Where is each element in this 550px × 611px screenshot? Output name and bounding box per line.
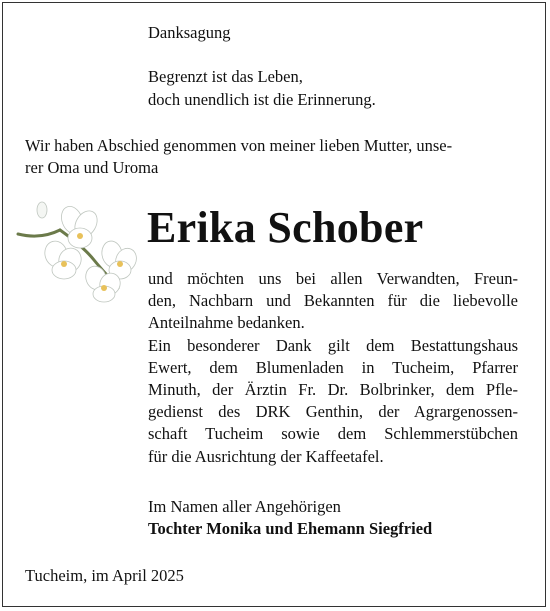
thanks-line: Anteilnahme bedanken. [148,313,305,333]
thanks-line: für die Ausrichtung der Kaffeetafel. [148,446,384,466]
thanks-line: Ein besonderer Dank gilt dem Bestattungshaus [148,335,518,355]
signature-line-1: Im Namen aller Angehörigen [148,497,341,516]
thanks-line: schaft Tucheim sowie dem Schlemmerstübchen [148,424,518,444]
notice-heading: Danksagung [148,23,231,42]
thanks-line: gedienst des DRK Genthin, der Agrargenossen- [148,402,518,422]
thanks-line: Ewert, dem Blumenladen in Tucheim, Pfarrer [148,357,518,377]
thanks-line: den, Nachbarn und Bekannten für die liebevolle [148,291,518,311]
quote-line-2: doch unendlich ist die Erinnerung. [148,90,376,109]
thanks-text [148,268,518,468]
orchid-icon [14,198,144,308]
intro-line-1: Wir haben Abschied genommen von meiner lieben Mutter, unse- [25,136,453,155]
deceased-name: Erika Schober [147,203,424,252]
place-date: Tucheim, im April 2025 [25,566,184,585]
thanks-line: und möchten uns bei allen Verwandten, Freun- [148,269,518,288]
thanks-line: Minuth, der Ärztin Fr. Dr. Bolbrinker, dem Pfle- [148,380,518,400]
intro-line-2: rer Oma und Uroma [25,158,159,177]
signature-line-2: Tochter Monika und Ehemann Siegfried [148,519,433,538]
quote-line-1: Begrenzt ist das Leben, [148,67,303,86]
